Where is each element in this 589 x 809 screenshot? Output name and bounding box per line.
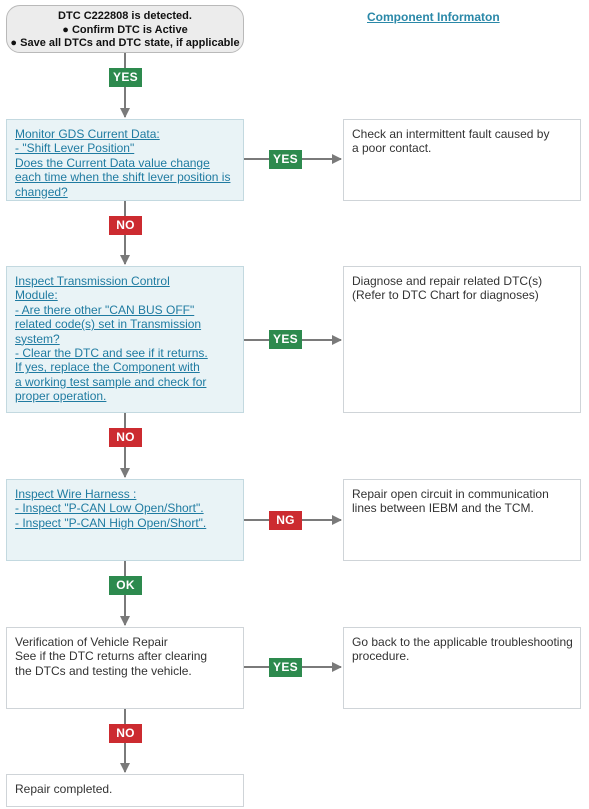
- step1-line-2[interactable]: - "Shift Lever Position": [15, 141, 135, 156]
- result1-intermittent-fault-box: [343, 119, 581, 201]
- result1-line-2: a poor contact.: [352, 141, 432, 156]
- step1-line-4[interactable]: each time when the shift lever position is: [15, 170, 231, 185]
- result3-repair-open-circuit-box: [343, 479, 581, 561]
- step4-line-1: Verification of Vehicle Repair: [15, 635, 168, 649]
- result3-line-1: Repair open circuit in communication: [352, 487, 549, 501]
- result4-line-1: Go back to the applicable troubleshooting: [352, 635, 573, 649]
- step1-line-1[interactable]: Monitor GDS Current Data:: [15, 127, 160, 141]
- result4-go-back-box: [343, 627, 581, 709]
- step2-line-7[interactable]: If yes, replace the Component with: [15, 360, 200, 375]
- step1-monitor-gds-box: [6, 119, 244, 201]
- step1-line-3[interactable]: Does the Current Data value change: [15, 155, 210, 170]
- no-badge-step2: NO: [109, 428, 142, 447]
- step3-inspect-wire-harness-box: [6, 479, 244, 561]
- component-information-link[interactable]: Component Informaton: [367, 10, 500, 24]
- step4-line-2: See if the DTC returns after clearing: [15, 649, 208, 664]
- step2-line-2[interactable]: Module:: [15, 288, 58, 303]
- yes-badge-step1: YES: [269, 150, 302, 169]
- start-dtc-detected-box: [6, 5, 244, 53]
- step2-line-5[interactable]: system?: [15, 331, 60, 346]
- step2-line-6[interactable]: - Clear the DTC and see if it returns.: [15, 346, 208, 361]
- ng-badge-step3: NG: [269, 511, 302, 530]
- step2-line-4[interactable]: related code(s) set in Transmission: [15, 317, 202, 332]
- step2-line-3[interactable]: - Are there other "CAN BUS OFF": [15, 302, 195, 317]
- step3-line-2[interactable]: - Inspect "P-CAN Low Open/Short".: [15, 501, 204, 516]
- start-line-title: DTC C222808 is detected.: [58, 10, 192, 22]
- ok-badge-step3: OK: [109, 576, 142, 595]
- start-line-save: ● Save all DTCs and DTC state, if applicable: [10, 37, 240, 49]
- result2-line-1: Diagnose and repair related DTC(s): [352, 274, 543, 288]
- end-text: Repair completed.: [15, 782, 113, 796]
- step2-inspect-tcm-box: [6, 266, 244, 413]
- result4-line-2: procedure.: [352, 649, 410, 664]
- step4-verification-box: [6, 627, 244, 709]
- no-badge-step1: NO: [109, 216, 142, 235]
- no-badge-step4: NO: [109, 724, 142, 743]
- step2-line-8[interactable]: a working test sample and check for: [15, 374, 207, 389]
- step1-line-5[interactable]: changed?: [15, 184, 68, 199]
- step3-line-3[interactable]: - Inspect "P-CAN High Open/Short".: [15, 515, 207, 530]
- yes-badge-step2: YES: [269, 330, 302, 349]
- yes-badge-step4: YES: [269, 658, 302, 677]
- step2-line-1[interactable]: Inspect Transmission Control: [15, 274, 170, 288]
- step3-line-1[interactable]: Inspect Wire Harness :: [15, 487, 137, 501]
- yes-badge-start: YES: [109, 68, 142, 87]
- step2-line-9[interactable]: proper operation.: [15, 389, 107, 404]
- result3-line-2: lines between IEBM and the TCM.: [352, 501, 534, 516]
- result1-line-1: Check an intermittent fault caused by: [352, 127, 550, 141]
- step4-line-3: the DTCs and testing the vehicle.: [15, 663, 192, 678]
- end-repair-completed-box: [6, 774, 244, 807]
- result2-diagnose-dtc-box: [343, 266, 581, 413]
- result2-line-2: (Refer to DTC Chart for diagnoses): [352, 288, 539, 303]
- start-line-confirm: ● Confirm DTC is Active: [62, 23, 188, 36]
